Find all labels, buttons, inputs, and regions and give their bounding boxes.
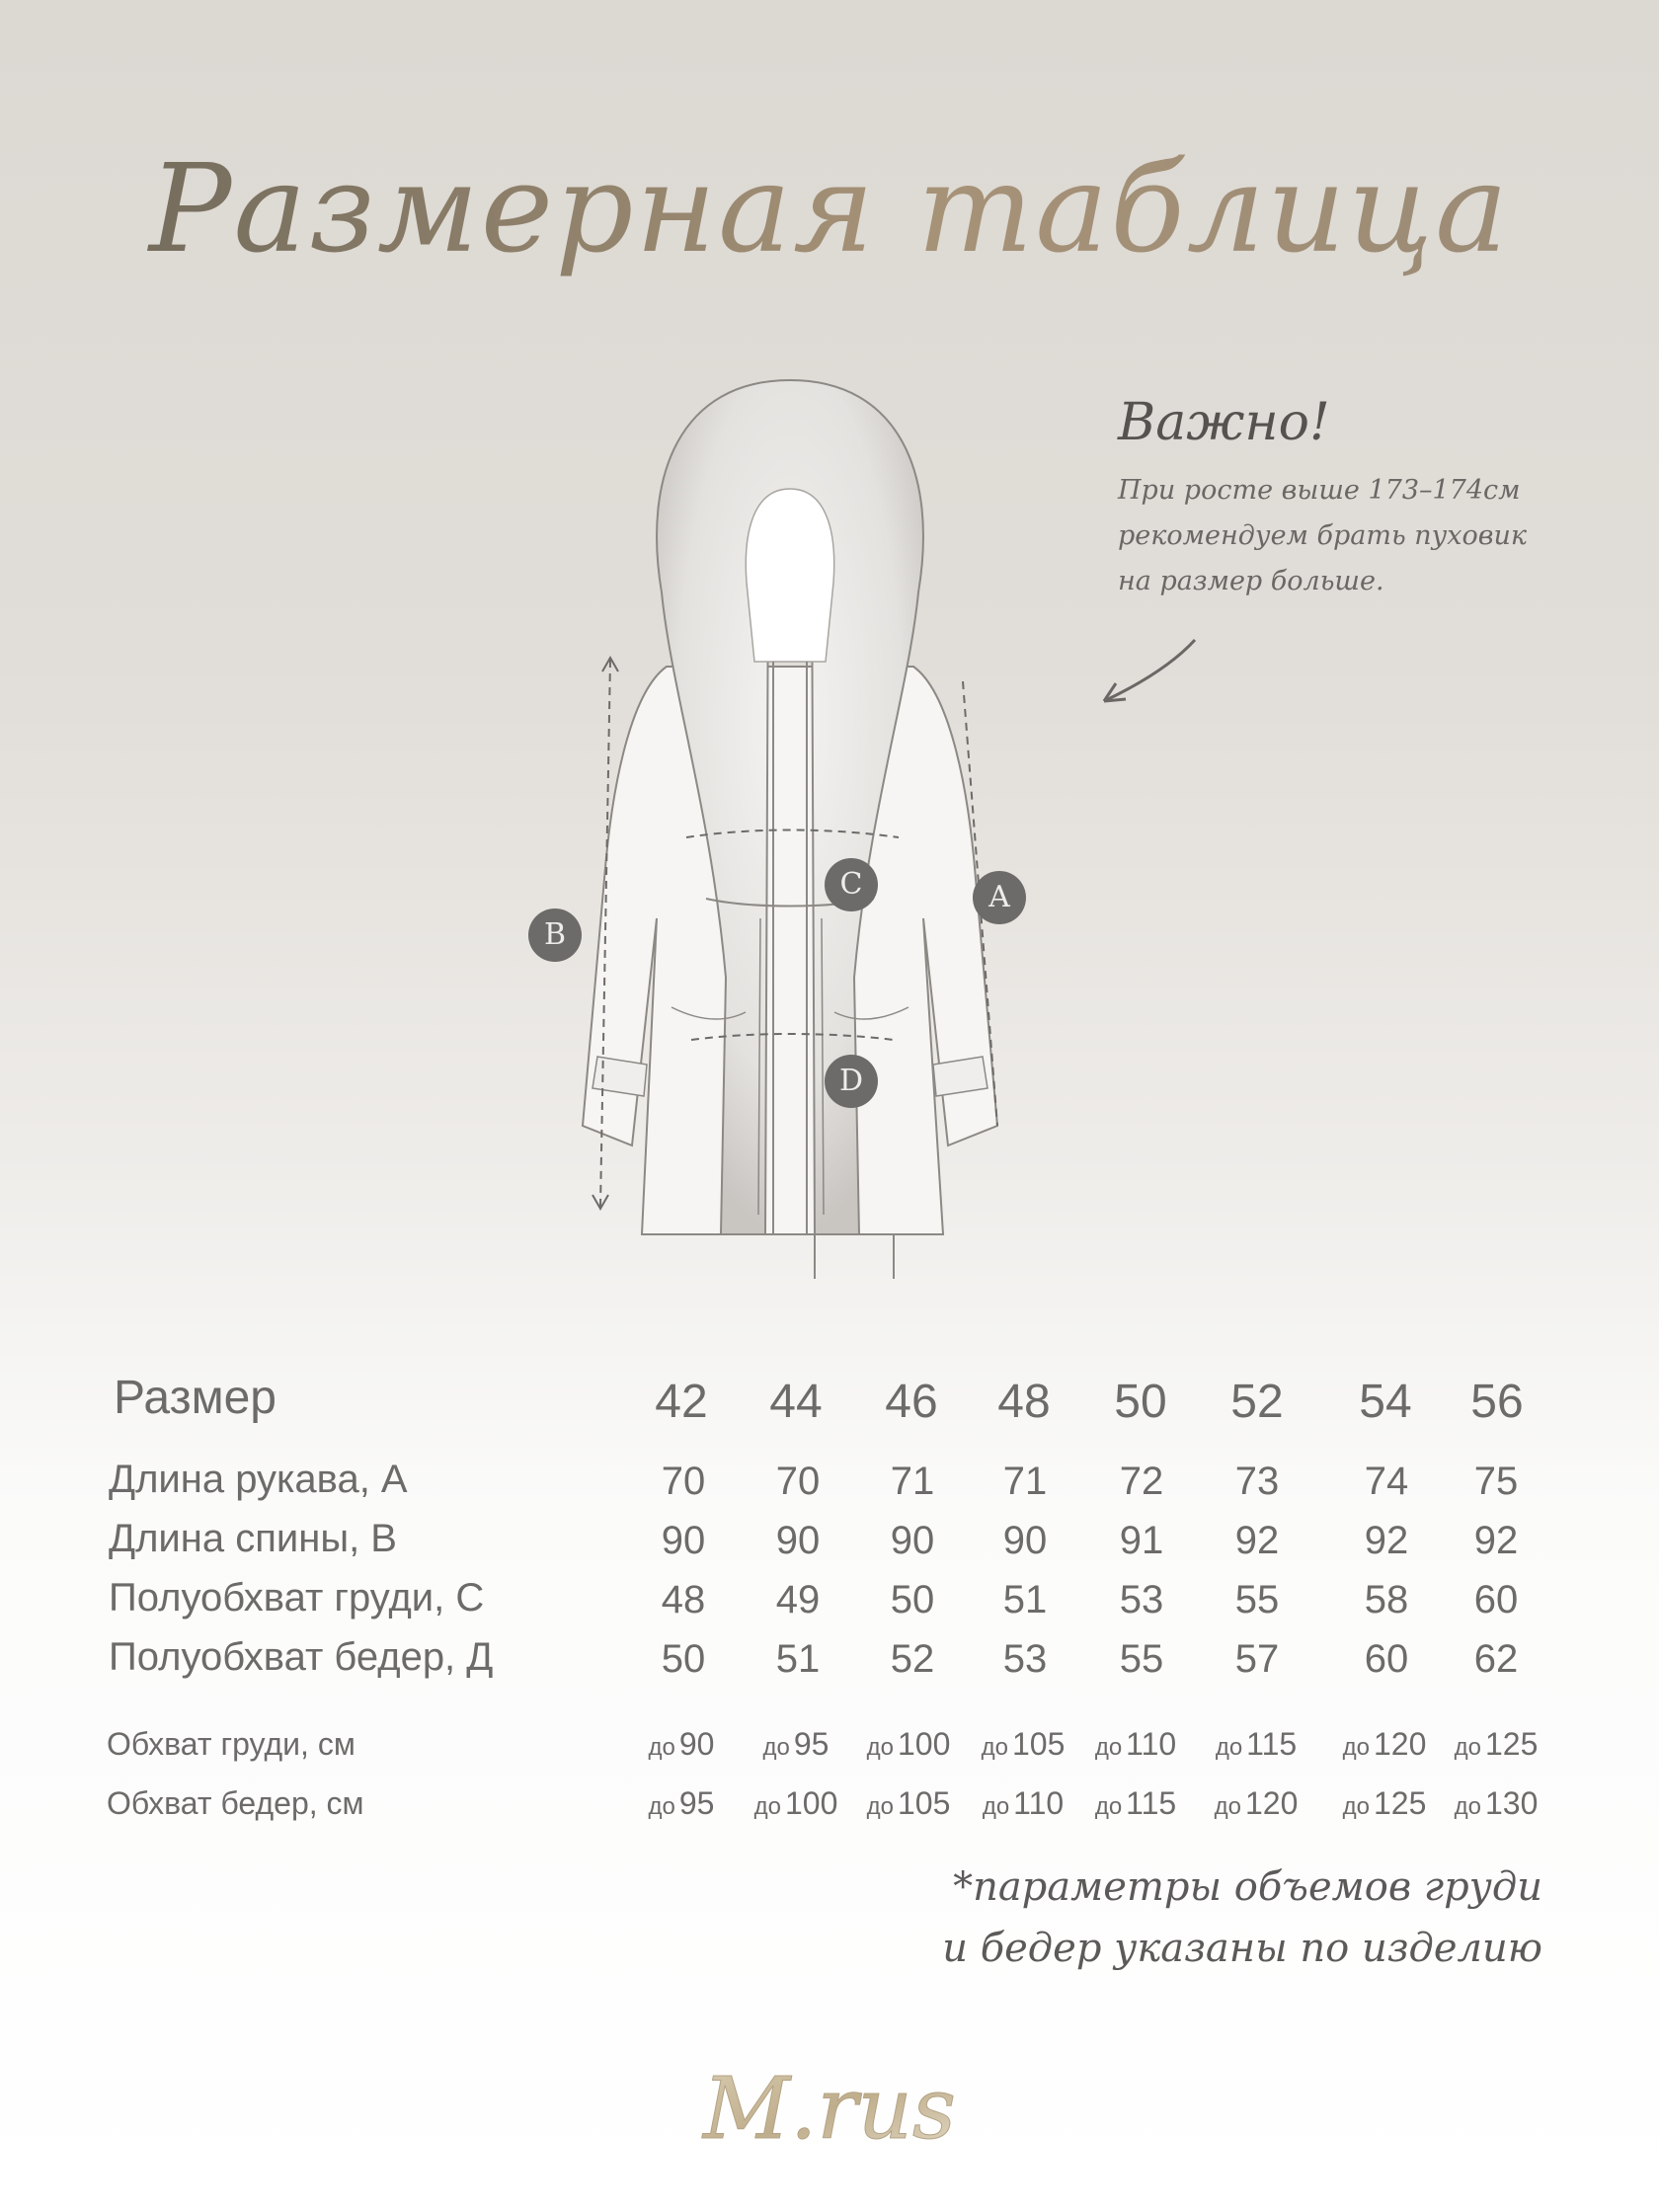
body-cell [1187, 1785, 1325, 1822]
prefix: до [1214, 1793, 1241, 1820]
prefix: до [1215, 1734, 1243, 1761]
logo-text: M.rus [702, 2060, 957, 2159]
table-cell: 90 [1002, 1519, 1048, 1562]
note-line: рекомендуем брать пуховик [1118, 520, 1528, 551]
table-cell: 72 [1119, 1460, 1164, 1503]
prefix: до [648, 1734, 675, 1761]
prefix: до [1094, 1793, 1123, 1820]
prefix: до [1094, 1734, 1123, 1761]
footnote-line: и бедер указаны по изделию [942, 1926, 1542, 1971]
value: 95 [678, 1785, 715, 1821]
size-header: 48 [997, 1376, 1051, 1428]
body-cell [1427, 1785, 1565, 1822]
table-cell: 74 [1364, 1460, 1409, 1503]
note-text [1118, 468, 1631, 604]
body-row-label: Обхват груди, см [107, 1726, 356, 1762]
prefix: до [753, 1793, 781, 1820]
value: 90 [678, 1726, 715, 1762]
table-cell: 92 [1364, 1519, 1409, 1562]
value: 100 [897, 1726, 951, 1762]
size-header: 46 [885, 1376, 938, 1428]
table-cell: 60 [1364, 1637, 1409, 1681]
table-cell: 71 [1002, 1460, 1048, 1503]
body-cell [1066, 1785, 1205, 1822]
brand-logo [681, 2044, 978, 2182]
table-cell: 71 [890, 1460, 935, 1503]
table-cell: 53 [1002, 1637, 1048, 1681]
row-label: Длина спины, В [109, 1517, 397, 1560]
value: 100 [784, 1785, 838, 1821]
prefix: до [981, 1734, 1008, 1761]
back-length-arrow [583, 652, 632, 1215]
badge-b: B [528, 908, 582, 962]
table-cell: 51 [1002, 1578, 1048, 1621]
prefix: до [762, 1734, 790, 1761]
size-header: 54 [1359, 1376, 1412, 1428]
size-header: 42 [655, 1376, 708, 1428]
value: 115 [1246, 1726, 1298, 1762]
prefix: до [1342, 1734, 1370, 1761]
table-cell: 92 [1234, 1519, 1280, 1562]
table-cell: 55 [1234, 1578, 1280, 1621]
body-cell [1427, 1726, 1565, 1763]
note-arrow [1096, 632, 1205, 711]
table-cell: 73 [1234, 1460, 1280, 1503]
table-cell: 90 [661, 1519, 706, 1562]
body-cell [612, 1785, 750, 1822]
body-cell [612, 1726, 750, 1763]
badge-a: A [973, 871, 1026, 924]
table-cell: 57 [1234, 1637, 1280, 1681]
footnote-line: *параметры объемов груди [953, 1864, 1542, 1910]
table-cell: 52 [890, 1637, 935, 1681]
body-cell [727, 1785, 865, 1822]
table-cell: 51 [775, 1637, 821, 1681]
table-cell: 60 [1473, 1578, 1519, 1621]
table-cell: 91 [1119, 1519, 1164, 1562]
body-cell [1315, 1785, 1454, 1822]
value: 115 [1126, 1785, 1177, 1821]
note-heading: Важно! [1118, 393, 1330, 452]
body-cell [727, 1726, 865, 1763]
body-cell [954, 1785, 1092, 1822]
body-cell [1315, 1726, 1454, 1763]
table-cell: 49 [775, 1578, 821, 1621]
prefix: до [648, 1793, 675, 1820]
value: 125 [1373, 1785, 1427, 1821]
body-cell [1066, 1726, 1205, 1763]
important-note [1118, 393, 1631, 604]
table-cell: 53 [1119, 1578, 1164, 1621]
prefix: до [866, 1734, 894, 1761]
body-cell [839, 1726, 978, 1763]
value: 110 [1126, 1726, 1177, 1762]
note-line: на размер больше. [1118, 566, 1384, 596]
badge-c: C [825, 858, 878, 911]
size-header: 52 [1230, 1376, 1284, 1428]
note-line: При росте выше 173–174см [1118, 475, 1521, 506]
value: 120 [1373, 1726, 1427, 1762]
value: 125 [1484, 1726, 1539, 1762]
body-cell [954, 1726, 1092, 1763]
prefix: до [1454, 1793, 1481, 1820]
table-cell: 90 [890, 1519, 935, 1562]
value: 110 [1013, 1785, 1065, 1821]
prefix: до [866, 1793, 894, 1820]
size-header: 44 [769, 1376, 823, 1428]
table-cell: 70 [661, 1460, 706, 1503]
table-cell: 50 [890, 1578, 935, 1621]
footnote [942, 1856, 1542, 1979]
row-label: Полуобхват груди, С [109, 1576, 485, 1620]
value: 105 [897, 1785, 951, 1821]
value: 120 [1244, 1785, 1299, 1821]
table-cell: 58 [1364, 1578, 1409, 1621]
table-cell: 90 [775, 1519, 821, 1562]
size-header: 50 [1114, 1376, 1167, 1428]
prefix: до [1454, 1734, 1481, 1761]
table-cell: 62 [1473, 1637, 1519, 1681]
value: 105 [1011, 1726, 1066, 1762]
prefix: до [1342, 1793, 1370, 1820]
value: 95 [793, 1726, 830, 1762]
prefix: до [982, 1793, 1010, 1820]
size-header: 56 [1470, 1376, 1524, 1428]
body-cell [839, 1785, 978, 1822]
table-cell: 55 [1119, 1637, 1164, 1681]
page-title: Размерная таблица [0, 138, 1659, 280]
table-cell: 92 [1473, 1519, 1519, 1562]
body-cell [1187, 1726, 1325, 1763]
value: 130 [1484, 1785, 1539, 1821]
table-cell: 48 [661, 1578, 706, 1621]
body-row-label: Обхват бедер, см [107, 1785, 364, 1821]
badge-d: D [825, 1055, 878, 1108]
table-cell: 75 [1473, 1460, 1519, 1503]
row-label: Длина рукава, А [109, 1458, 408, 1501]
size-header-label: Размер [114, 1372, 276, 1424]
table-cell: 50 [661, 1637, 706, 1681]
row-label: Полуобхват бедер, Д [109, 1635, 494, 1679]
table-cell: 70 [775, 1460, 821, 1503]
